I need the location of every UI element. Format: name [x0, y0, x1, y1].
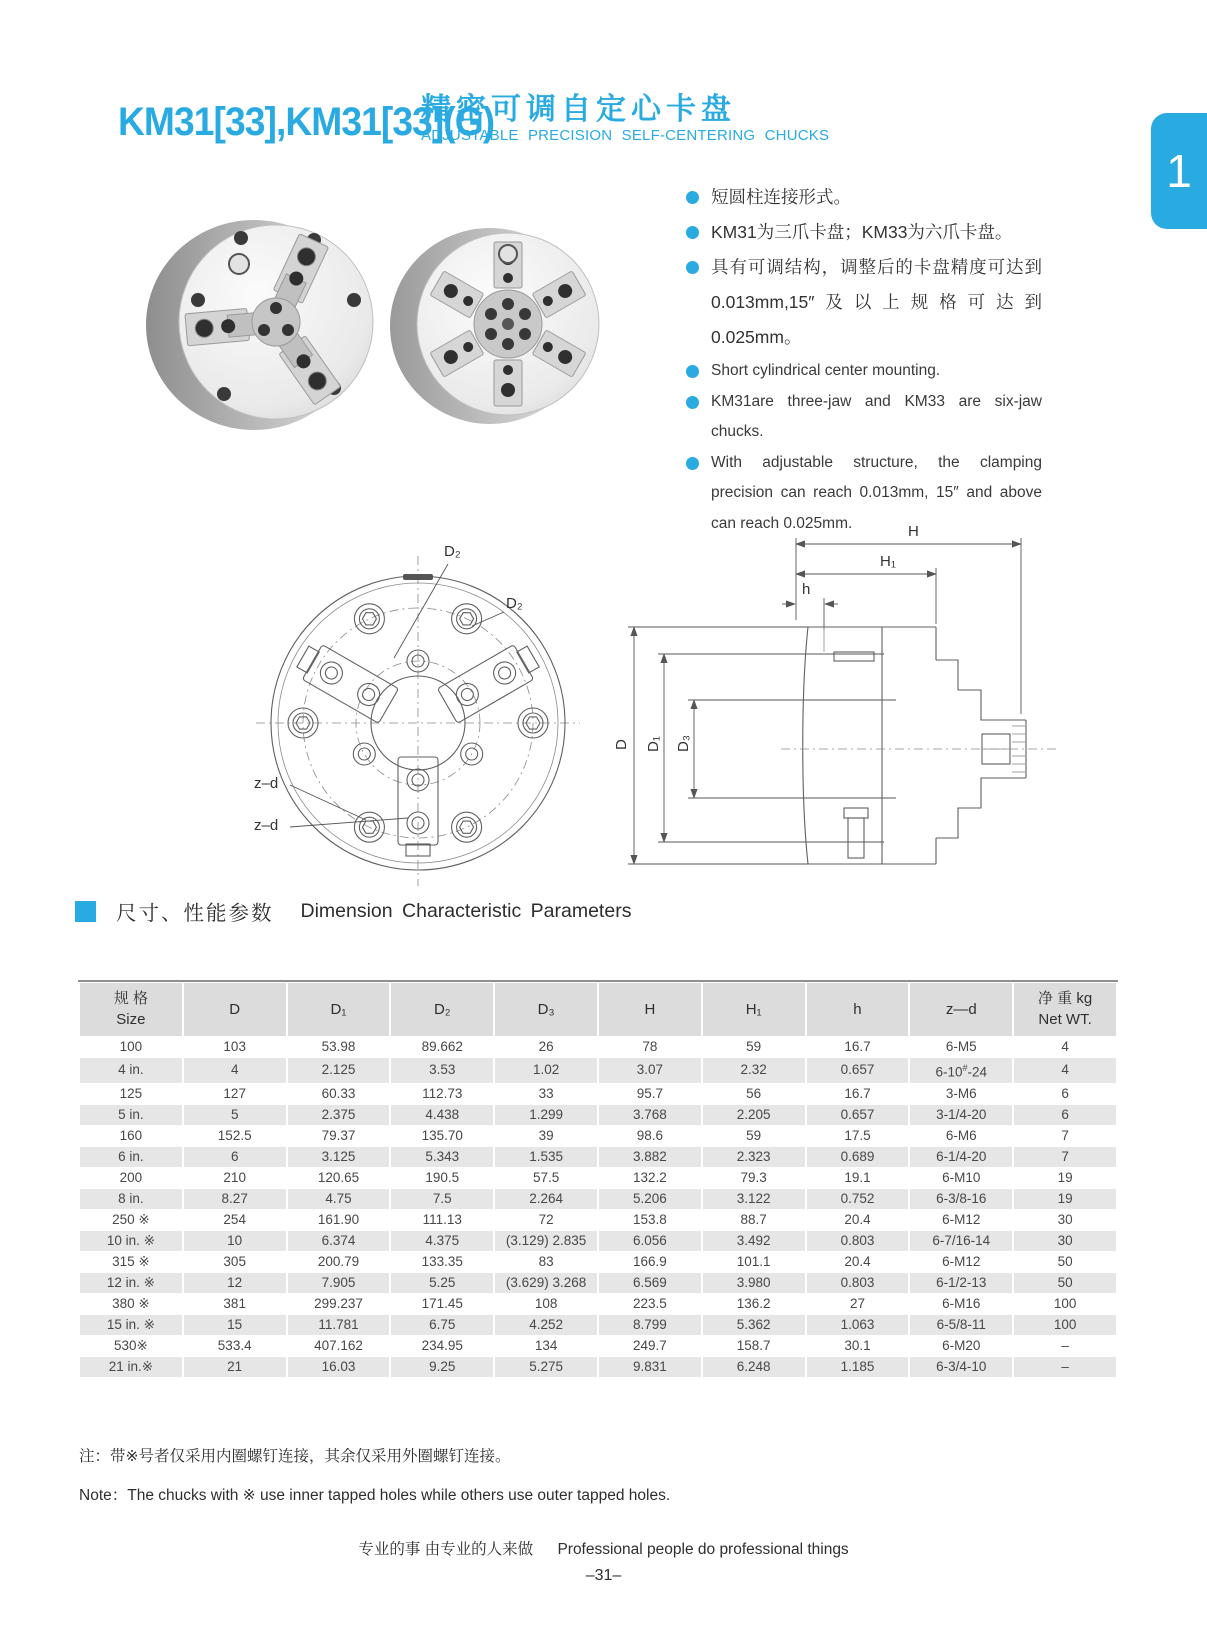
product-photo-three-jaw-chuck: [138, 212, 400, 438]
table-cell: 127: [184, 1084, 286, 1104]
table-cell: 20.4: [807, 1252, 909, 1272]
table-cell: 250 ※: [80, 1210, 182, 1230]
chapter-number: 1: [1166, 145, 1192, 197]
table-cell: 6-3/8-16: [910, 1189, 1012, 1209]
table-cell: 9.25: [391, 1357, 493, 1377]
table-row: [80, 1210, 1116, 1230]
table-cell: 6.056: [599, 1231, 701, 1251]
table-cell: –: [1014, 1357, 1116, 1377]
dimension-table: [78, 982, 1118, 1378]
table-row: [80, 1168, 1116, 1188]
table-cell: 1.299: [495, 1105, 597, 1125]
table-cell: 2.375: [288, 1105, 390, 1125]
side-view-drawing: [596, 512, 1076, 890]
dim-label-zd: z–d: [254, 775, 279, 792]
table-cell: 158.7: [703, 1336, 805, 1356]
table-cell: 50: [1014, 1273, 1116, 1293]
table-cell: 6 in.: [80, 1147, 182, 1167]
table-cell: 0.657: [807, 1058, 909, 1083]
front-view-drawing: [248, 538, 588, 890]
col-D1: D₁: [288, 983, 390, 1036]
feature-text: Short cylindrical center mounting.: [711, 362, 941, 379]
table-cell: 20.4: [807, 1210, 909, 1230]
table-cell: 6-10#-24: [910, 1058, 1012, 1083]
table-row: [80, 1273, 1116, 1293]
table-cell: 30: [1014, 1210, 1116, 1230]
feature-item: [686, 180, 1042, 215]
table-cell: 0.803: [807, 1273, 909, 1293]
col-D: D: [184, 983, 286, 1036]
table-cell: 249.7: [599, 1336, 701, 1356]
table-cell: 100: [80, 1037, 182, 1057]
table-cell: 59: [703, 1037, 805, 1057]
table-cell: 6-M10: [910, 1168, 1012, 1188]
table-cell: 26: [495, 1037, 597, 1057]
table-cell: 17.5: [807, 1126, 909, 1146]
table-cell: 6.374: [288, 1231, 390, 1251]
bullet-icon: [686, 457, 699, 470]
col-zd: z—d: [910, 983, 1012, 1036]
table-row: [80, 1294, 1116, 1314]
table-cell: 5.25: [391, 1273, 493, 1293]
table-cell: 103: [184, 1037, 286, 1057]
table-cell: 19.1: [807, 1168, 909, 1188]
table-cell: 135.70: [391, 1126, 493, 1146]
table-cell: 5: [184, 1105, 286, 1125]
table-cell: 16.7: [807, 1037, 909, 1057]
table-cell: 100: [1014, 1315, 1116, 1335]
table-cell: 39: [495, 1126, 597, 1146]
table-row: [80, 1189, 1116, 1209]
table-cell: 3-1/4-20: [910, 1105, 1012, 1125]
table-row: [80, 1105, 1116, 1125]
table-cell: 11.781: [288, 1315, 390, 1335]
feature-text: 具有可调结构，调整后的卡盘精度可达到0.013mm,15″及以上规格可达到0.025mm。: [711, 257, 1042, 347]
table-cell: 59: [703, 1126, 805, 1146]
table-cell: 19: [1014, 1189, 1116, 1209]
table-cell: 57.5: [495, 1168, 597, 1188]
table-cell: 6-3/4-10: [910, 1357, 1012, 1377]
table-cell: 27: [807, 1294, 909, 1314]
table-cell: 101.1: [703, 1252, 805, 1272]
table-row: [80, 1252, 1116, 1272]
col-size: 规 格 Size: [80, 983, 182, 1036]
table-row: [80, 1336, 1116, 1356]
table-cell: 1.185: [807, 1357, 909, 1377]
table-cell: 3-M6: [910, 1084, 1012, 1104]
table-cell: 4.375: [391, 1231, 493, 1251]
table-cell: 120.65: [288, 1168, 390, 1188]
table-cell: 2.32: [703, 1058, 805, 1083]
table-cell: 12 in. ※: [80, 1273, 182, 1293]
table-cell: 10: [184, 1231, 286, 1251]
dim-label-D3: D₃: [675, 735, 692, 752]
page-number: –31–: [585, 1567, 622, 1584]
dim-label-d2: D₂: [444, 543, 461, 560]
feature-list-chinese: [686, 180, 1042, 355]
table-cell: 0.657: [807, 1105, 909, 1125]
section-title-english: Dimension Characteristic Parameters: [300, 899, 632, 922]
col-H: H: [599, 983, 701, 1036]
table-cell: 4.438: [391, 1105, 493, 1125]
feature-text: KM31为三爪卡盘；KM33为六爪卡盘。: [711, 222, 1013, 242]
table-cell: 21: [184, 1357, 286, 1377]
table-cell: 153.8: [599, 1210, 701, 1230]
table-cell: 6.75: [391, 1315, 493, 1335]
table-cell: 19: [1014, 1168, 1116, 1188]
table-cell: 30: [1014, 1231, 1116, 1251]
table-cell: 98.6: [599, 1126, 701, 1146]
feature-text: KM31are three-jaw and KM33 are six-jaw chucks.: [711, 392, 1042, 440]
table-cell: 210: [184, 1168, 286, 1188]
table-cell: 2.323: [703, 1147, 805, 1167]
table-cell: 4: [184, 1058, 286, 1083]
table-cell: 0.752: [807, 1189, 909, 1209]
dim-label-d2: D₂: [506, 595, 523, 612]
table-cell: 161.90: [288, 1210, 390, 1230]
table-cell: 0.689: [807, 1147, 909, 1167]
table-cell: 190.5: [391, 1168, 493, 1188]
page-subtitle-english: ADJUSTABLE PRECISION SELF-CENTERING CHUCKS: [421, 127, 830, 144]
bullet-icon: [686, 226, 699, 239]
table-cell: 95.7: [599, 1084, 701, 1104]
table-cell: 234.95: [391, 1336, 493, 1356]
table-cell: 6-M20: [910, 1336, 1012, 1356]
table-cell: 108: [495, 1294, 597, 1314]
table-cell: 200.79: [288, 1252, 390, 1272]
footer-slogan: [0, 1537, 1207, 1559]
bullet-icon: [686, 396, 699, 409]
table-cell: 5 in.: [80, 1105, 182, 1125]
chapter-tab: [1151, 113, 1207, 229]
table-cell: 166.9: [599, 1252, 701, 1272]
table-cell: 125: [80, 1084, 182, 1104]
section-title-chinese: 尺寸、性能参数: [116, 902, 274, 925]
table-cell: 4.252: [495, 1315, 597, 1335]
page-title-chinese: 精密可调自定心卡盘: [421, 93, 736, 126]
table-cell: 171.45: [391, 1294, 493, 1314]
table-cell: 6-5/8-11: [910, 1315, 1012, 1335]
table-cell: 305: [184, 1252, 286, 1272]
table-cell: 53.98: [288, 1037, 390, 1057]
footer-slogan-chinese: 专业的事 由专业的人来做: [358, 1541, 534, 1558]
table-cell: 134: [495, 1336, 597, 1356]
bullet-icon: [686, 191, 699, 204]
feature-item: [686, 215, 1042, 250]
table-cell: 2.125: [288, 1058, 390, 1083]
table-cell: 15: [184, 1315, 286, 1335]
table-cell: 78: [599, 1037, 701, 1057]
table-cell: 6-1/4-20: [910, 1147, 1012, 1167]
table-cell: 8.27: [184, 1189, 286, 1209]
table-cell: 7: [1014, 1147, 1116, 1167]
table-cell: 380 ※: [80, 1294, 182, 1314]
table-cell: 83: [495, 1252, 597, 1272]
table-cell: 33: [495, 1084, 597, 1104]
table-cell: 299.237: [288, 1294, 390, 1314]
table-cell: 152.5: [184, 1126, 286, 1146]
table-cell: 50: [1014, 1252, 1116, 1272]
product-photo-six-jaw-chuck: [382, 220, 624, 432]
table-cell: 6: [1014, 1105, 1116, 1125]
bullet-icon: [686, 365, 699, 378]
table-cell: 200: [80, 1168, 182, 1188]
dim-label-H1: H₁: [880, 553, 896, 570]
table-cell: 16.03: [288, 1357, 390, 1377]
table-cell: 10 in. ※: [80, 1231, 182, 1251]
table-row: [80, 1037, 1116, 1057]
page-title-model: KM31[33],KM31[33](G): [118, 100, 495, 144]
table-cell: 7.905: [288, 1273, 390, 1293]
table-cell: 72: [495, 1210, 597, 1230]
table-row: [80, 1357, 1116, 1377]
dim-label-D: D: [613, 739, 630, 750]
table-cell: 132.2: [599, 1168, 701, 1188]
table-cell: 4: [1014, 1058, 1116, 1083]
table-cell: 6-7/16-14: [910, 1231, 1012, 1251]
table-cell: 136.2: [703, 1294, 805, 1314]
table-cell: 12: [184, 1273, 286, 1293]
table-cell: 6-M6: [910, 1126, 1012, 1146]
table-cell: 8.799: [599, 1315, 701, 1335]
table-cell: 7.5: [391, 1189, 493, 1209]
table-cell: 9.831: [599, 1357, 701, 1377]
table-cell: 1.535: [495, 1147, 597, 1167]
table-cell: 60.33: [288, 1084, 390, 1104]
table-row: [80, 1058, 1116, 1083]
table-cell: 6-M12: [910, 1252, 1012, 1272]
dim-label-zd: z–d: [254, 817, 279, 834]
table-cell: 3.07: [599, 1058, 701, 1083]
dim-label-h: h: [802, 581, 811, 598]
table-cell: 15 in. ※: [80, 1315, 182, 1335]
table-cell: 88.7: [703, 1210, 805, 1230]
table-cell: 16.7: [807, 1084, 909, 1104]
table-cell: 56: [703, 1084, 805, 1104]
table-header-row: [80, 983, 1116, 1036]
table-cell: 112.73: [391, 1084, 493, 1104]
table-cell: 4.75: [288, 1189, 390, 1209]
table-row: [80, 1231, 1116, 1251]
feature-text: 短圆柱连接形式。: [711, 187, 851, 207]
table-cell: 6-1/2-13: [910, 1273, 1012, 1293]
footer-slogan-english: Professional people do professional things: [557, 1541, 849, 1558]
table-cell: (3.629) 3.268: [495, 1273, 597, 1293]
dimension-table-body: [80, 1037, 1116, 1377]
table-cell: 3.122: [703, 1189, 805, 1209]
table-cell: 8 in.: [80, 1189, 182, 1209]
table-cell: 6-M5: [910, 1037, 1012, 1057]
table-row: [80, 1147, 1116, 1167]
table-cell: 6: [1014, 1084, 1116, 1104]
note-english: Note：The chucks with ※ use inner tapped holes while others use outer tapped holes.: [79, 1487, 671, 1504]
table-cell: 381: [184, 1294, 286, 1314]
table-cell: 407.162: [288, 1336, 390, 1356]
section-square-icon: [75, 901, 96, 922]
table-cell: 3.768: [599, 1105, 701, 1125]
table-cell: 6-M16: [910, 1294, 1012, 1314]
table-cell: 3.492: [703, 1231, 805, 1251]
col-D2: D₂: [391, 983, 493, 1036]
table-row: [80, 1126, 1116, 1146]
table-row: [80, 1084, 1116, 1104]
table-cell: 5.206: [599, 1189, 701, 1209]
col-D3: D₃: [495, 983, 597, 1036]
table-cell: 160: [80, 1126, 182, 1146]
table-cell: (3.129) 2.835: [495, 1231, 597, 1251]
table-cell: 1.063: [807, 1315, 909, 1335]
table-cell: 30.1: [807, 1336, 909, 1356]
table-cell: 223.5: [599, 1294, 701, 1314]
table-cell: –: [1014, 1336, 1116, 1356]
table-cell: 133.35: [391, 1252, 493, 1272]
table-cell: 6.569: [599, 1273, 701, 1293]
table-cell: 6: [184, 1147, 286, 1167]
table-cell: 100: [1014, 1294, 1116, 1314]
table-cell: 6.248: [703, 1357, 805, 1377]
col-H1: H₁: [703, 983, 805, 1036]
table-cell: 530※: [80, 1336, 182, 1356]
feature-item: [686, 250, 1042, 355]
table-cell: 5.343: [391, 1147, 493, 1167]
col-h: h: [807, 983, 909, 1036]
note-chinese: 注：带※号者仅采用内圈螺钉连接，其余仅采用外圈螺钉连接。: [79, 1448, 511, 1465]
table-cell: 1.02: [495, 1058, 597, 1083]
dim-label-H: H: [908, 523, 919, 540]
table-cell: 6-M12: [910, 1210, 1012, 1230]
dim-label-D1: D₁: [645, 736, 662, 752]
table-cell: 21 in.※: [80, 1357, 182, 1377]
table-cell: 533.4: [184, 1336, 286, 1356]
table-cell: 3.125: [288, 1147, 390, 1167]
table-cell: 79.37: [288, 1126, 390, 1146]
table-cell: 111.13: [391, 1210, 493, 1230]
table-cell: 5.275: [495, 1357, 597, 1377]
table-cell: 3.53: [391, 1058, 493, 1083]
section-title: [75, 896, 631, 926]
table-cell: 79.3: [703, 1168, 805, 1188]
table-cell: 315 ※: [80, 1252, 182, 1272]
table-cell: 4 in.: [80, 1058, 182, 1083]
table-cell: 4: [1014, 1037, 1116, 1057]
table-cell: 7: [1014, 1126, 1116, 1146]
table-cell: 89.662: [391, 1037, 493, 1057]
bullet-icon: [686, 261, 699, 274]
col-net-wt: 净 重 kg Net WT.: [1014, 983, 1116, 1036]
feature-item: [686, 356, 1042, 387]
feature-text: With adjustable structure, the clamping precision can reach 0.013mm, 15″ and above can reach 0.025mm.: [711, 453, 1042, 532]
table-cell: 3.980: [703, 1273, 805, 1293]
table-cell: 254: [184, 1210, 286, 1230]
table-row: [80, 1315, 1116, 1335]
table-cell: 2.264: [495, 1189, 597, 1209]
feature-item: [686, 387, 1042, 448]
table-cell: 5.362: [703, 1315, 805, 1335]
table-cell: 0.803: [807, 1231, 909, 1251]
table-cell: 3.882: [599, 1147, 701, 1167]
table-cell: 2.205: [703, 1105, 805, 1125]
